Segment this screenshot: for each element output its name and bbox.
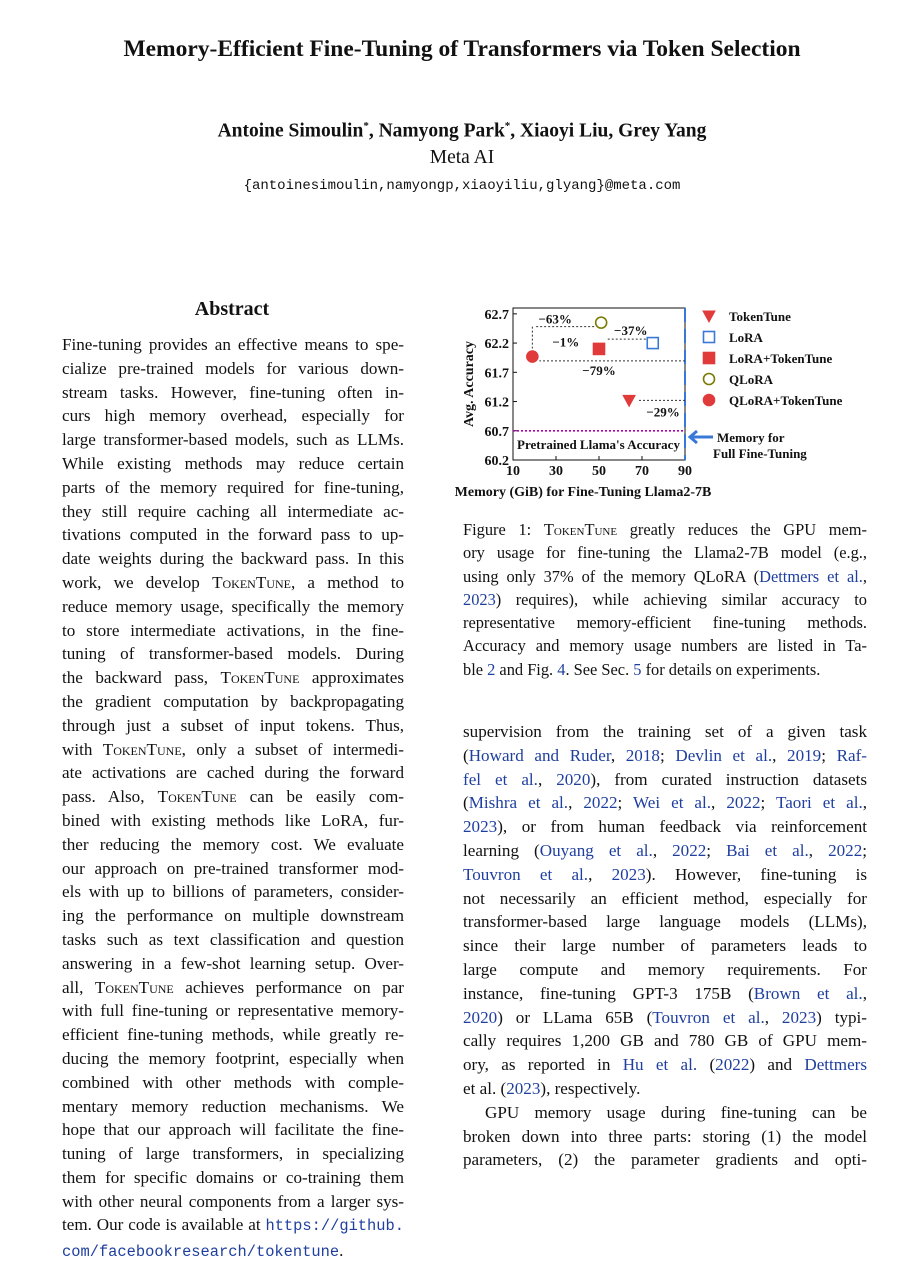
text-line: et al. (2023), respectively. [463,1078,641,1098]
text-line: fel et al., 2020), from curated instruction datasets [463,769,867,789]
x-tick-label: 10 [506,464,520,479]
text-line: the backward pass, TokenTune approximates [62,668,404,688]
text-line: supervision from the training set of a given task [463,722,867,741]
x-tick-label: 70 [635,464,649,479]
figure-caption [463,518,867,681]
full-finetune-arrow [690,431,713,443]
data-point [623,395,635,406]
plot-area [455,308,843,500]
text-line: els with up to billions of parameters, consider- [62,882,404,902]
y-tick-label: 62.7 [484,307,509,323]
text-line: ory, as reported in Hu et al. (2022) and Dettmers [463,1055,868,1075]
text-line: ing the performance on multiple downstream [62,906,404,926]
legend-label: QLoRA [729,372,774,387]
text-line: ducing the memory footprint, especially when [62,1048,404,1068]
text-line: since their large number of parameters leads to [463,936,867,956]
pretrained-accuracy-label: Pretrained Llama's Accuracy [517,436,680,452]
annotation-label: −63% [538,311,572,327]
text-line: Fine-tuning provides an effective means to spe- [62,335,404,354]
text-line: with TokenTune, only a subset of intermedi- [62,739,404,759]
text-line: ate activations are cached during the forward [62,763,404,783]
text-line: ory usage for fine-tuning the Llama2-7B model (e.g., [463,543,867,563]
text-line: tuning of transformer-based models. During [62,644,404,664]
text-line: efficient fine-tuning methods, while greatly re- [62,1025,404,1045]
text-line: transformer-based large language models (LLMs), [463,912,867,932]
text-line: they still require caching all intermediate ac- [62,501,404,521]
legend-label: LoRA+TokenTune [729,351,833,366]
text-line: reduce memory usage, specifically the memory [62,596,404,616]
author-list: Antoine Simoulin*, Namyong Park*, Xiaoyi Liu, Grey Yang [217,120,707,142]
text-line: learning (Ouyang et al., 2022; Bai et al., 2022; [463,840,868,860]
legend-label: QLoRA+TokenTune [729,393,843,408]
data-point [647,338,658,349]
x-axis-label: Memory (GiB) for Fine-Tuning Llama2-7B [455,485,712,500]
x-tick-label: 30 [549,464,563,479]
y-tick-label: 61.7 [484,366,509,382]
text-line: hope that our approach will facilitate the fine- [62,1120,404,1140]
data-point [704,395,715,406]
text-line: mentary memory reduction mechanisms. We [62,1096,404,1116]
text-line: ther reducing the memory cost. We evaluate [62,834,404,854]
text-line: tuning of large transformers, in specializing [62,1144,404,1164]
text-line: Figure 1: TokenTune greatly reduces the GPU mem- [463,520,867,539]
data-point [704,374,715,385]
text-line: (Howard and Ruder, 2018; Devlin et al., 2019; Raf- [463,745,867,765]
text-line: all, TokenTune achieves performance on par [62,977,404,997]
y-tick-label: 60.2 [484,454,509,469]
figure-1-chart [455,300,875,510]
paper-title: Memory-Efficient Fine-Tuning of Transformers via Token Selection [123,36,801,62]
text-line: our approach on pre-trained transformer mod- [62,858,404,878]
text-line: GPU memory usage during fine-tuning can be [485,1102,867,1122]
text-line: curs high memory overhead, especially for [62,406,404,426]
text-line: with full fine-tuning or representative memory- [62,1001,404,1021]
full-finetune-label-1: Memory for [717,430,785,445]
data-point [703,311,715,322]
author-name: Xiaoyi Liu [520,120,609,142]
data-point [594,343,605,354]
data-point [704,353,715,364]
text-line: bined with existing methods like LoRA, fur- [62,810,404,830]
author-name: Grey Yang [618,120,707,142]
text-line: parts of the memory required for fine-tuning, [62,477,404,497]
x-tick-label: 50 [592,464,606,479]
text-line: the gradient computation by backpropagating [62,691,404,711]
text-line: instance, fine-tuning GPT-3 175B (Brown et al., [463,983,867,1003]
x-tick-label: 90 [678,464,692,479]
annotation-label: −29% [646,404,680,420]
text-line: 2023) requires), while achieving similar accuracy to [463,589,867,609]
text-line: (Mishra et al., 2022; Wei et al., 2022; Taori et al., [463,793,868,813]
text-line: them for specific domains or co-training them [62,1167,404,1187]
annotation-label: −79% [582,362,616,378]
text-line: large compute and memory requirements. For [463,959,867,979]
text-line: While existing methods may reduce certain [62,453,404,473]
text-line: cally requires 1,200 GB and 780 GB of GPU mem- [463,1031,867,1051]
text-line: not necessarily an efficient method, especially for [463,888,867,908]
text-line: pass. Also, TokenTune can be easily com- [62,787,404,807]
body-text-right [463,720,867,1172]
annotation-label: −37% [614,323,648,339]
text-line: broken down into three parts: storing (1) the model [463,1126,867,1146]
y-tick-label: 60.7 [484,424,509,440]
y-tick-label: 61.2 [484,395,509,411]
author-name: Antoine Simoulin [217,120,364,142]
author-email[interactable]: {antoinesimoulin,namyongp,xiaoyiliu,glyang}@meta.com [243,178,681,194]
text-line: through just a subset of input tokens. Thus, [62,715,404,735]
text-line: Accuracy and memory usage numbers are listed in Ta- [463,636,867,656]
annotation-label: −1% [552,334,580,350]
text-line: answering in a few-shot learning setup. Over- [62,953,404,973]
text-line: to store intermediate activations, in the fine- [62,620,404,640]
text-line: tasks such as text classification and question [62,929,404,949]
text-line: large transformer-based models, such as LLMs. [62,430,404,450]
text-line: work, we develop TokenTune, a method to [62,572,404,592]
text-line: representative memory-efficient fine-tuning methods. [463,613,867,633]
data-point [596,317,607,328]
text-line: ble 2 and Fig. 4. See Sec. 5 for details on experiments. [463,659,821,679]
data-point [704,332,715,343]
text-line: com/facebookresearch/tokentune. [62,1241,344,1262]
text-line: date weights during the backward pass. In this [62,549,404,569]
author-mark: * [504,120,511,132]
text-line: combined with other methods with comple- [62,1072,404,1092]
text-line: with other neural components from a larger sys- [62,1191,404,1211]
text-line: tivations computed in the forward pass to up- [62,525,404,545]
text-line: tem. Our code is available at https://github. [62,1215,404,1236]
legend-label: LoRA [729,330,763,345]
text-line: 2020) or LLama 65B (Touvron et al., 2023) typi- [463,1007,867,1027]
text-line: Touvron et al., 2023). However, fine-tuning is [463,864,867,884]
y-axis-label: Avg. Accuracy [462,340,477,428]
text-line: stream tasks. However, fine-tuning often in- [62,382,404,402]
legend-label: TokenTune [729,309,791,324]
full-finetune-label-2: Full Fine-Tuning [713,446,807,461]
text-line: 2023), or from human feedback via reinforcement [463,817,867,837]
data-point [527,351,538,362]
author-mark: * [363,120,369,132]
abstract-heading: Abstract [194,298,270,320]
y-tick-label: 62.2 [484,337,509,353]
text-line: parameters, (2) the parameter gradients and opti- [463,1150,867,1170]
text-line: using only 37% of the memory QLoRA (Dettmers et al., [463,566,867,586]
text-line: cialize pre-trained models for various down- [62,358,404,378]
abstract-body [62,333,404,1265]
affiliation: Meta AI [429,147,495,168]
author-name: Namyong Park [378,120,505,142]
